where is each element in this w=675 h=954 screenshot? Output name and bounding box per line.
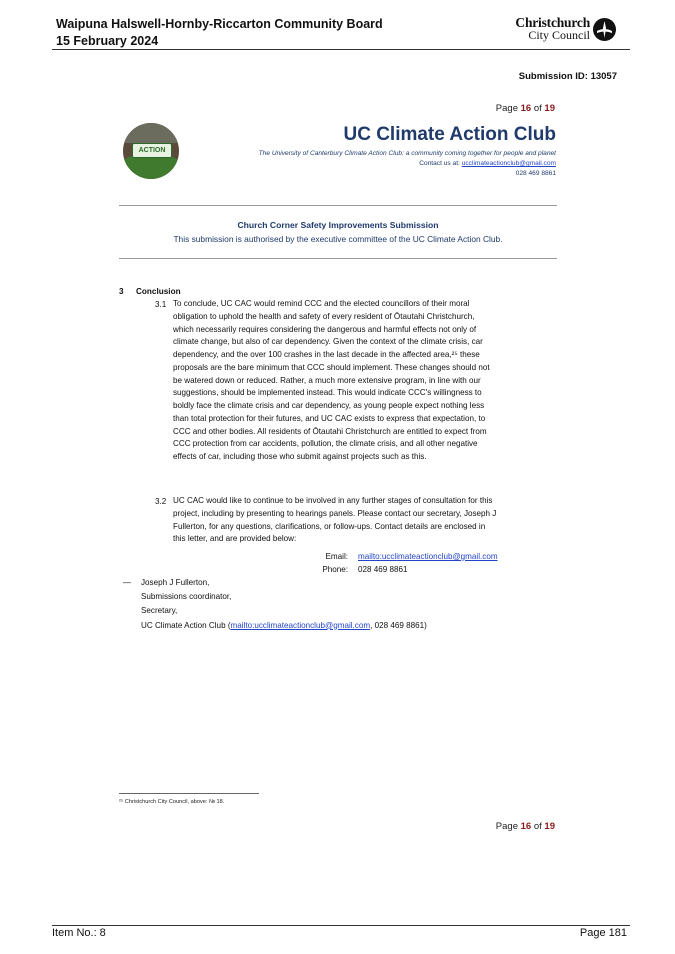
page-indicator-top: Page 16 of 19 — [495, 103, 555, 114]
header-rule — [52, 49, 630, 50]
club-logo — [123, 123, 179, 179]
item-number: Item No.: 8 — [52, 927, 106, 939]
club-tagline: The University of Canterbury Climate Action Club: a community coming together for people and planet — [258, 150, 556, 157]
paragraph-line: suggestions, should be implemented instead. This would indicate CCC's willingness to — [173, 388, 482, 398]
submission-id: Submission ID: 13057 — [518, 71, 617, 82]
paragraph-number: 3.1 — [155, 300, 167, 309]
page-indicator-bottom: Page 16 of 19 — [495, 821, 555, 832]
board-name: Waipuna Halswell-Hornby-Riccarton Community Board — [56, 17, 383, 31]
footer-rule — [52, 925, 630, 926]
ccc-emblem-icon — [593, 18, 616, 41]
club-contact: Contact us at: ucclimateactionclub@gmail.com — [419, 160, 556, 167]
section-title: Conclusion — [136, 287, 181, 296]
board-header — [56, 16, 383, 50]
ccc-logo — [510, 15, 620, 45]
club-email-link[interactable]: ucclimateactionclub@gmail.com — [461, 160, 556, 167]
paragraph-line: obligation to uphold the health and safety of every resident of Ōtautahi Christchurch, — [173, 311, 475, 321]
ccc-logo-line2: City Council — [528, 28, 590, 42]
submission-title: Church Corner Safety Improvements Submission — [237, 220, 439, 230]
paragraph-line: UC CAC would like to continue to be involved in any further stages of consultation for this — [173, 496, 493, 505]
email-label: Email: — [325, 552, 348, 561]
paragraph-line: dependency, and the over 100 crashes in the last decade in the affected area,²⁵ these — [173, 350, 480, 359]
phone-value: 028 469 8861 — [358, 565, 408, 574]
paragraph-line: this letter, and are provided below: — [173, 534, 297, 544]
footnote-rule — [119, 793, 259, 794]
footnote: ²⁵ Christchurch City Council, above: № 18. — [119, 799, 225, 805]
paragraph-line: climate change, but also of car dependency. Given the context of the climate crisis, car — [173, 337, 483, 347]
section-number: 3 — [119, 287, 124, 296]
paragraph-line: CCC and other bodies. All residents of Ōtautahi Christchurch are entitled to expect from — [173, 426, 487, 436]
paragraph-line: project, including by presenting to hearings panels. Please contact our secretary, Joseph J — [173, 508, 497, 518]
paragraph-line: To conclude, UC CAC would remind CCC and the elected councillors of their moral — [173, 299, 470, 308]
paragraph-number: 3.2 — [155, 497, 167, 506]
paragraph-line: effects of car, including those who submit against projects such as this. — [173, 452, 427, 461]
signature-block — [141, 576, 427, 633]
paragraph-line: be watered down or reduced. Rather, a much more extensive program, in line with our — [173, 375, 481, 385]
club-logo-text: ACTION — [132, 143, 172, 158]
divider-top — [119, 205, 557, 206]
phone-label: Phone: — [322, 565, 348, 574]
email-link[interactable]: mailto:ucclimateactionclub@gmail.com — [358, 552, 498, 561]
signature-dash: — — [123, 578, 132, 587]
club-phone: 028 469 8861 — [515, 170, 556, 177]
divider-bottom — [119, 258, 557, 259]
paragraph-3-1 — [173, 298, 490, 464]
page-number: Page 181 — [579, 927, 627, 939]
paragraph-3-2 — [173, 495, 496, 546]
paragraph-line: which necessarily requires considering the dangerous and harmful effects not only of — [173, 324, 477, 334]
paragraph-line: Fullerton, for any questions, clarifications, or follow-ups. Contact details are enclosed in — [173, 521, 486, 531]
signatory-name: Joseph J Fullerton, — [141, 578, 210, 587]
paragraph-line: CCC protection from car accidents, pollution, the climate crisis, and all other negative — [173, 439, 478, 449]
email-value — [358, 552, 498, 561]
submission-authorisation: This submission is authorised by the executive committee of the UC Climate Action Club. — [173, 234, 503, 244]
club-name: UC Climate Action Club — [343, 124, 556, 145]
signatory-org: UC Climate Action Club (mailto:ucclimateactionclub@gmail.com, 028 469 8861) — [141, 620, 427, 630]
paragraph-line: boldly face the climate crisis and car dependency, as young people expect nothing less — [173, 401, 485, 410]
paragraph-line: than total protection for their futures, and UC CAC exists to express that expectation, to — [173, 413, 486, 423]
paragraph-line: proposals are the bare minimum that CCC should implement. These changes should not — [173, 362, 490, 372]
signature-email-link[interactable]: mailto:ucclimateactionclub@gmail.com — [230, 620, 371, 630]
signatory-role: Submissions coordinator, — [141, 592, 232, 602]
signatory-role: Secretary, — [141, 606, 178, 616]
ccc-logo-line1: Christchurch — [515, 15, 590, 30]
meeting-date: 15 February 2024 — [56, 34, 159, 48]
